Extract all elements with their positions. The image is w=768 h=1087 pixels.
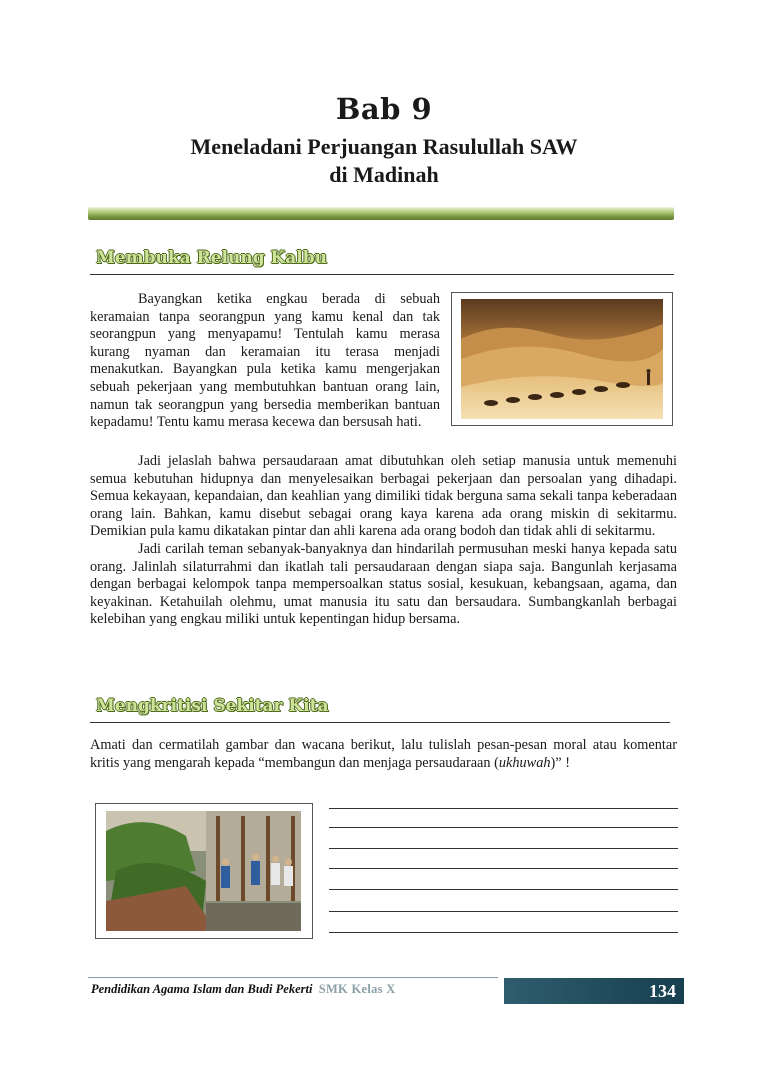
writing-line[interactable] (329, 932, 678, 933)
writing-line[interactable] (329, 848, 678, 849)
chapter-title-line2: di Madinah (329, 162, 439, 187)
writing-line[interactable] (329, 911, 678, 912)
section-rule (90, 274, 674, 275)
section-rule (90, 722, 670, 723)
instruction-part1: Amati dan cermatilah gambar dan wacana berikut, lalu tulislah pesan-pesan moral atau komentar kritis yang mengarah kepada “membangun dan menjaga persaudaraan ( (90, 737, 677, 771)
footer-class: SMK Kelas X (318, 982, 396, 996)
writing-line[interactable] (329, 868, 678, 869)
paragraph-2: Jadi jelaslah bahwa persaudaraan amat dibutuhkan oleh setiap manusia untuk memenuhi semua kebutuhan hidupnya dan menyelesaikan berbagai pekerjaan dan persoalan yang dihadapi. Semua kekayaan, kepandaian, dan keahlian yang dimiliki tidak berguna sama sekali tanpa keberadaan orang lain. Bahkan, kamu disebut sebagai orang kaya karena ada orang miskin di sekitarmu. Demikian pula kamu dikatakan pintar dan ahli karena ada orang bodoh dan tidak ahli di sekitarmu. (90, 453, 677, 540)
chapter-label: Bab 9 (335, 92, 433, 126)
section-heading-membuka: Membuka Relung Kalbu (96, 248, 328, 268)
footer-title: Pendidikan Agama Islam dan Budi Pekerti (91, 982, 313, 996)
instruction-italic: ukhuwah (498, 754, 551, 771)
school-cleanup-image (95, 803, 313, 939)
footer-rule (88, 977, 498, 978)
title-divider-bar (88, 207, 674, 220)
writing-line[interactable] (329, 808, 678, 809)
desert-caravan-image (451, 292, 673, 426)
desert-caravan-illustration (461, 299, 663, 419)
instruction-text (90, 737, 677, 772)
instruction-part2: )” ! (550, 754, 570, 771)
writing-line[interactable] (329, 889, 678, 890)
footer-book-title (91, 982, 396, 997)
page-number: 134 (649, 981, 676, 1001)
paragraph-3: Jadi carilah teman sebanyak-banyaknya dan hindarilah permusuhan meski hanya kepada satu orang. Jalinlah silaturrahmi dan ikatlah tali persaudaraan dengan siapa saja. Bangunlah kerjasama dengan berbagai kelompok tanpa mempersoalkan status sosial, kesukuan, kebangsaan, agama, dan keyakinan. Ketahuilah olehmu, umat manusia itu satu dan bersaudara. Sumbangkanlah berbagai kelebihan yang engkau miliki untuk kepentingan hidup bersama. (90, 540, 677, 628)
chapter-title-line1: Meneladani Perjuangan Rasulullah SAW (190, 134, 578, 159)
paragraphs-2-3 (90, 453, 677, 629)
paragraph-1: Bayangkan ketika engkau berada di sebuah keramaian tanpa seorangpun yang kamu kenal dan tak seorangpun yang menyapamu! Tentulah kamu merasa kurang nyaman dan keramaian itu terasa menjadi menakutkan. Bayangkan pula ketika kamu mengerjakan sebuah pekerjaan yang membutuhkan bantuan orang lain, namun tak seorangpun yang bersedia memberikan bantuan kepadamu! Tentu kamu merasa kecewa dan bersusah hati. (90, 291, 440, 431)
school-cleanup-photo (106, 811, 301, 931)
writing-line[interactable] (329, 827, 678, 828)
section-heading-mengkritisi: Mengkritisi Sekitar Kita (96, 696, 329, 716)
